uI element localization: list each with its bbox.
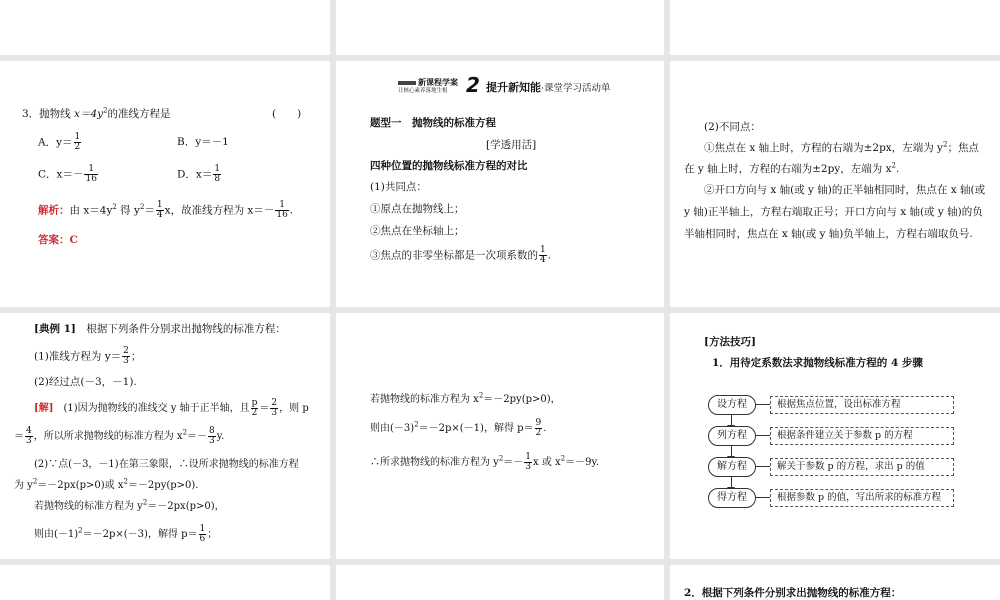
condition-2: (2)经过点(－3，－1).: [34, 376, 137, 388]
slide-example-1-continued[interactable]: [336, 313, 664, 559]
step-1-box: 设方程: [708, 395, 756, 415]
course-logo: 新课程学案 让核心素养落地生根: [398, 77, 458, 94]
method-tag: [方法技巧]: [704, 336, 756, 348]
example-heading: [典例 1] 根据下列条件分别求出抛物线的标准方程：: [34, 323, 286, 335]
step-2-desc: 根据条件建立关于参数 p 的方程: [770, 427, 954, 445]
option-d[interactable]: D．x＝ $\frac{1}{8}$: [177, 164, 221, 184]
slide-top-left[interactable]: [0, 0, 330, 55]
study-tag: [学透用活]: [486, 139, 537, 151]
section-number: 2: [466, 73, 480, 97]
common-point-3: ③焦点的非零坐标都是一次项系数的 $\frac{1}{4}$ .: [370, 245, 552, 265]
diff-2-line-2: y 轴)正半轴上，方程右端取正号；开口方向与 x 轴(或 y 轴)的负: [684, 206, 983, 218]
solution-1-line-2: ＝ $\frac{4}{3}$ ，所以所求抛物线的标准方程为 $x^2=-$ $\frac{8}{3}$ y.: [14, 426, 225, 446]
compare-title: 四种位置的抛物线标准方程的对比: [370, 160, 528, 172]
slide-method-tips[interactable]: [670, 313, 1000, 559]
diff-1-line-1: ①焦点在 x 轴上时，方程的右端为±2px，左端为 $y^2$；焦点: [704, 140, 979, 154]
option-c[interactable]: C．x＝－ $\frac{1}{16}$: [38, 164, 97, 184]
method-title: 1．用待定系数法求抛物线标准方程的 4 步骤: [712, 357, 923, 369]
question-2-heading: 2．根据下列条件分别求出抛物线的标准方程：: [684, 587, 902, 599]
slide-question-3[interactable]: [0, 61, 330, 307]
slide-bottom-left[interactable]: [0, 565, 330, 600]
common-point-2: ②焦点在坐标轴上；: [370, 225, 465, 237]
solution-2-line-2: 为 $y^2=-2px(p>0)$或 $x^2=-2py(p>0)$.: [14, 477, 199, 491]
slide-example-1[interactable]: [0, 313, 330, 559]
common-title: (1)共同点：: [370, 181, 427, 193]
step-4-desc: 根据参数 p 的值，写出所求的标准方程: [770, 489, 954, 507]
step-3-desc: 解关于参数 p 的方程，求出 p 的值: [770, 458, 954, 476]
option-b[interactable]: B．y＝－1: [177, 136, 229, 148]
slide-bottom-middle[interactable]: [336, 565, 664, 600]
cont-line-3: ∴所求抛物线的标准方程为 $y^2=-$ $\frac{1}{3}$ x 或 $x^2=-9y$.: [370, 452, 600, 472]
step-4-box: 得方程: [708, 488, 756, 508]
slide-differences[interactable]: [670, 61, 1000, 307]
solution-2-line-3: 若抛物线的标准方程为 $y^2=-2px(p>0)$，: [34, 498, 225, 512]
step-1-desc: 根据焦点位置，设出标准方程: [770, 396, 954, 414]
slide-top-middle[interactable]: [336, 0, 664, 55]
slide-top-right[interactable]: [670, 0, 1000, 55]
diff-1-line-2: 在 y 轴上时，方程的右端为±2py，左端为 $x^2$.: [684, 161, 900, 175]
solution-2-line-4: 则由$(-1)^2=-2p\times(-3)$，解得 p＝ $\frac{1}{6}$ ；: [34, 524, 218, 544]
option-a[interactable]: A．y＝ $\frac{1}{2}$: [38, 132, 81, 152]
common-point-1: ①原点在抛物线上；: [370, 203, 465, 215]
answer-paren: ( ): [272, 108, 302, 120]
slide-standard-equation[interactable]: [336, 61, 664, 307]
diff-title: (2)不同点：: [704, 121, 761, 133]
step-2-box: 列方程: [708, 426, 756, 446]
solution-1-line-1: [解] (1)因为抛物线的准线交 y 轴于正半轴，且 $\frac{p}{2}$ ＝ $\frac{2}{3}$ ，则 p: [34, 398, 309, 418]
condition-1: (1)准线方程为 y＝ $\frac{2}{3}$ ；: [34, 346, 142, 366]
cont-line-2: 则由$(-3)^2=-2p\times(-1)$，解得 p＝ $\frac{9}{2}$ .: [370, 418, 547, 438]
solution-2-line-1: (2)∵点(－3，－1)在第三象限，∴设所求抛物线的标准方程: [34, 459, 299, 470]
answer-line: 答案：C: [38, 234, 78, 246]
cont-line-1: 若抛物线的标准方程为 $x^2=-2py(p>0)$，: [370, 391, 561, 405]
diff-2-line-3: 半轴相同时，焦点在 x 轴(或 y 轴)负半轴上，方程右端取负号.: [684, 228, 973, 240]
topic-heading: 题型一 抛物线的标准方程: [370, 117, 496, 129]
step-3-box: 解方程: [708, 457, 756, 477]
section-title: 提升新知能·课堂学习活动单: [486, 81, 611, 94]
analysis-line: 解析：由 $x=4y^2$ 得 $y^2=$ $\frac{1}{4}$ x，故准线方程为 x＝－ $\frac{1}{16}$ .: [38, 200, 294, 220]
question-3-stem: 3．抛物线 $x=4y^2$的准线方程是: [22, 106, 171, 120]
diff-2-line-1: ②开口方向与 x 轴(或 y 轴)的正半轴相同时，焦点在 x 轴(或: [704, 184, 986, 196]
slide-bottom-right[interactable]: [670, 565, 1000, 600]
